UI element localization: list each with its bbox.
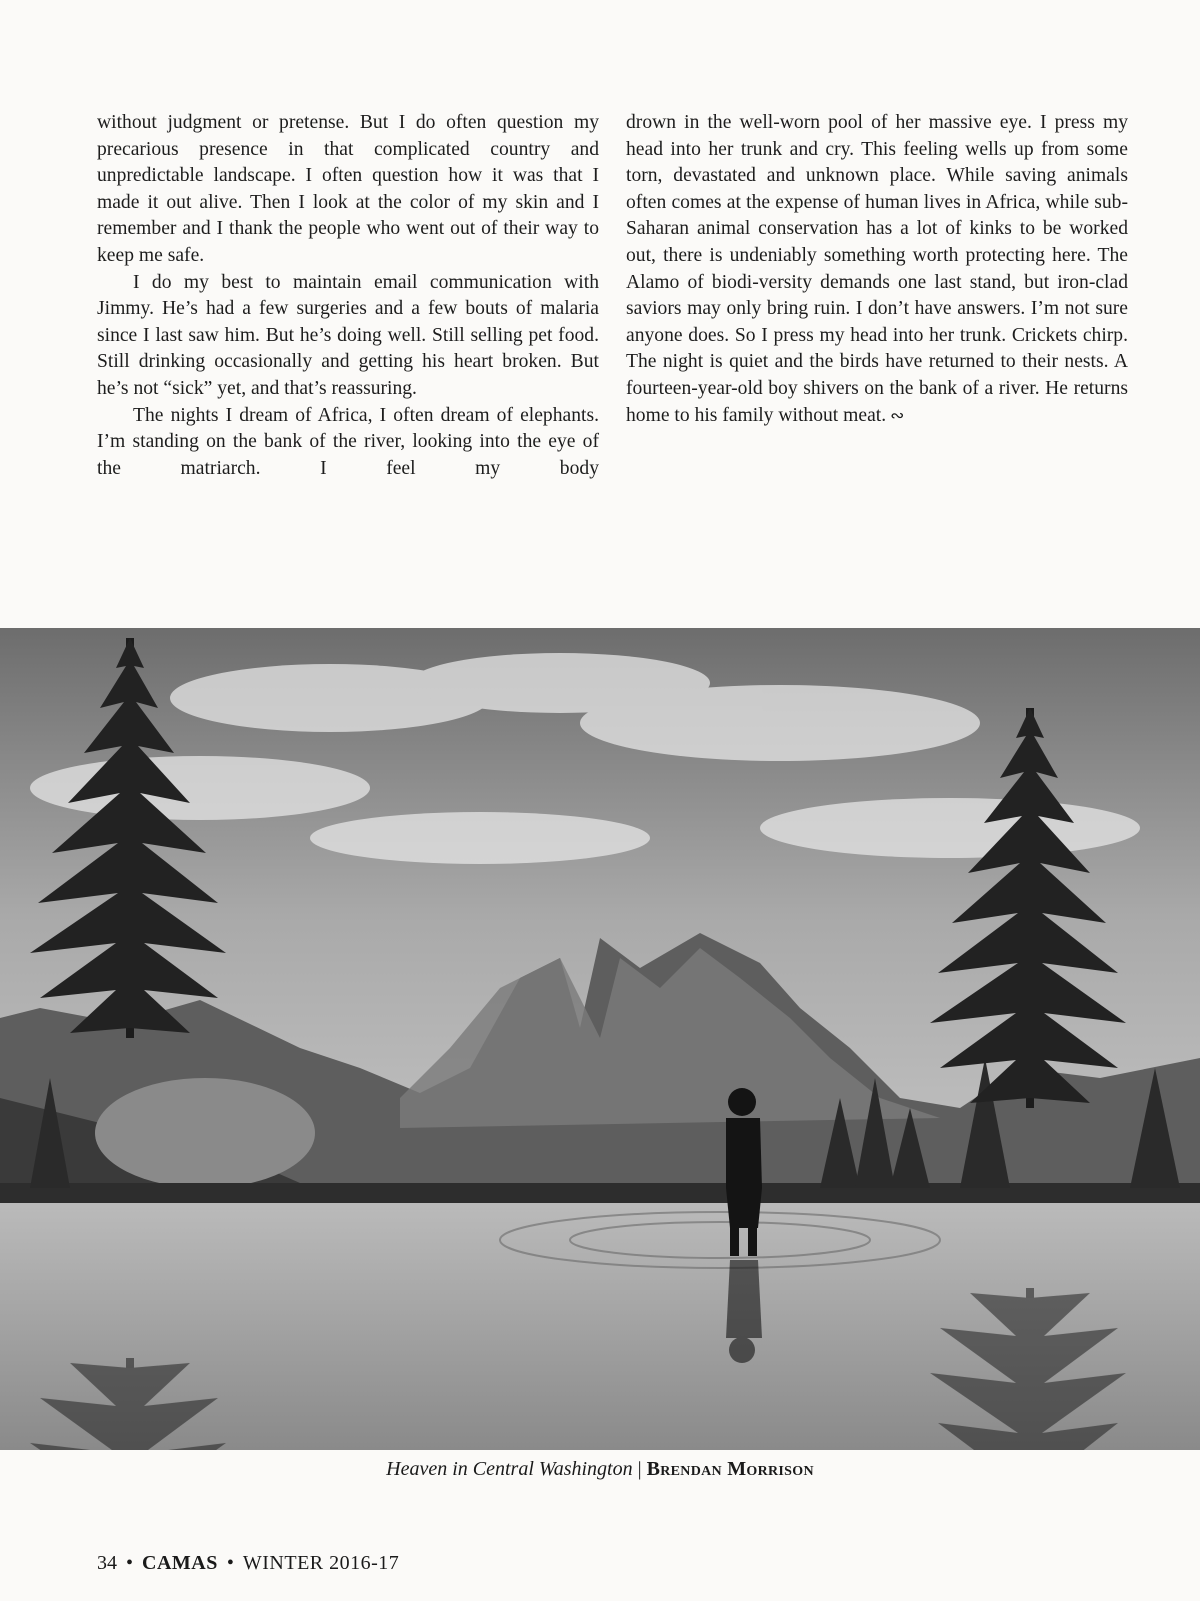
paragraph: I do my best to maintain email communication with Jimmy. He’s had a few surgeries and a few bouts of malaria since I last saw him. But he’s doing well. Still selling pet food. Still drinking occasionally and getting his heart broken. But he’s not “sick” yet, and that’s reassuring. — [97, 271, 599, 399]
end-mark-icon: ∾ — [890, 405, 905, 425]
paragraph — [626, 110, 1128, 429]
paragraph: without judgment or pretense. But I do often question my precarious presence in that complicated country and unpredictable landscape. I often question how it was that I made it out alive. Then I look at the color of my skin and I remember and I thank the people who went out of their way to keep me safe. — [97, 112, 599, 266]
magazine-name: CAMAS — [142, 1552, 218, 1574]
caption-title: Heaven in Central Washington — [386, 1458, 633, 1480]
right-text-column — [626, 110, 1128, 429]
paragraph-text: drown in the well-worn pool of her massive eye. I press my head into her trunk and cry. This feeling wells up from some torn, devastated and unknown place. While saving animals often comes at the expense of human lives in Africa, while sub-Saharan animal conservation has a lot of kinks to be worked out, there is undeniably something worth protecting here. The Alamo of biodi-versity demands one last stand, but iron-clad saviors may only bring ruin. I don’t have answers. I’m not sure anyone does. So I press my head into her trunk. Crickets chirp. The night is quiet and the birds have returned to their nests. A fourteen-year-old boy shivers on the bank of a river. He returns home to his family without meat. — [626, 112, 1128, 426]
footer-bullet: • — [226, 1552, 234, 1574]
caption-separator: | — [637, 1458, 642, 1480]
paragraph: The nights I dream of Africa, I often dream of elephants. I’m standing on the bank of the river, looking into the eye of the matriarch. I feel my body — [97, 404, 599, 479]
caption-credit: Brendan Morrison — [646, 1458, 814, 1480]
issue-label: WINTER 2016-17 — [242, 1552, 400, 1574]
left-text-column — [97, 110, 599, 482]
photo-caption — [0, 1458, 1200, 1481]
landscape-photo — [0, 628, 1200, 1450]
page-number: 34 — [97, 1552, 117, 1574]
page-footer — [97, 1552, 399, 1575]
footer-bullet: • — [126, 1552, 134, 1574]
